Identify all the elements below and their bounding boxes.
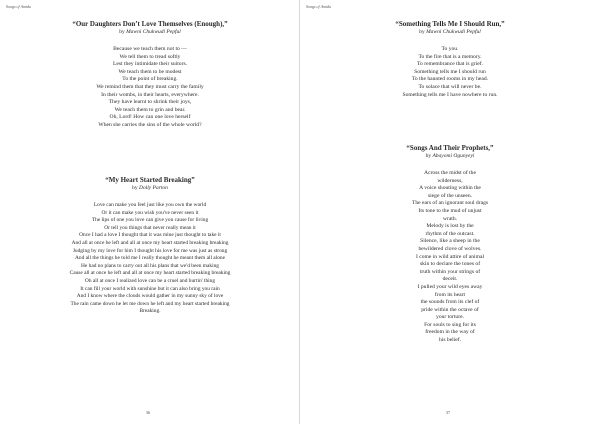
poem-byline [0, 185, 300, 192]
poem-byline [300, 29, 600, 36]
poem-line: And all the things he told me I really thought he meant them all alone [74, 255, 225, 262]
poem-author: Mawni Chukwudi Pepful [126, 29, 181, 35]
poem-line: pride within the octave of [421, 306, 479, 313]
poem-lines [0, 202, 300, 316]
poem-line: Across the midst of the [424, 170, 476, 176]
poem-line: A voice shouting within the [419, 185, 481, 192]
poem-line: siege of the unseen. [427, 192, 473, 199]
poem-line: skin to declare the tones of [419, 261, 481, 268]
poem-line: In their wombs, in their hearts, everywhere. [101, 91, 199, 98]
poem-line: When she carries the sins of the whole world? [98, 121, 202, 128]
poem-something-tells-me [300, 20, 600, 99]
poem-line: I come in wild attire of animal [415, 253, 485, 260]
poem-line: freedom in the way of [425, 329, 475, 336]
poem-lines [300, 46, 600, 99]
poem-byline [0, 29, 300, 36]
poem-line: For souls to sing for its [424, 321, 476, 328]
poem-line: bewildered clove of wolves. [418, 245, 482, 252]
poem-lines [0, 46, 300, 130]
poem-line: Once I had a love I thought that it was mine just thought to take it [79, 232, 221, 239]
poem-line: Oh all at once I realized love can be a cruel and hurtin' thing [84, 277, 216, 284]
running-header-left: Songs of Amidu [6, 4, 32, 9]
poem-line: To solace that will never be. [418, 83, 482, 90]
poem-line: The rain came down he let me down he left and my heart started breaking [70, 300, 230, 307]
poem-line: your torture. [436, 314, 464, 321]
poem-line: Breaking. [139, 308, 161, 315]
poem-line: He had no plans to carry out all his plans that we'd been making [81, 262, 219, 269]
poem-line: We remind them that they must carry the family [96, 83, 204, 90]
poem-title: “My Heart Started Breaking” [105, 176, 195, 184]
poem-line: deceit. [442, 276, 458, 283]
byline-by: by [425, 153, 432, 159]
poem-line: And all at once he left and all at once my heart started breaking breaking [71, 239, 229, 246]
poem-our-daughters [0, 20, 300, 130]
poem-line: rhythm of the outcast. [425, 230, 475, 237]
poem-line: Something tells me I should run [414, 68, 486, 75]
poem-lines [300, 170, 600, 345]
poem-line: To remembrance that is grief. [417, 61, 483, 68]
poem-line: The lips of one you love can give you cause for living [91, 217, 209, 224]
poem-line: Or it can make you wish you've never seen it [101, 209, 199, 216]
poem-line: Melody is lost by the [426, 223, 474, 230]
poem-line: And I know where the clouds would gather in my sunny sky of love [76, 293, 224, 300]
poem-line: The ears of an ignorant soul drags [411, 200, 489, 207]
poem-title: “Our Daughters Don’t Love Themselves (Enough),” [72, 20, 228, 28]
running-header-right: Songs of Amidu [306, 4, 332, 9]
poem-author: Mawni Chukwudi Pepful [426, 29, 481, 35]
poem-line: To you. [441, 46, 459, 52]
poem-title: “Songs And Their Prophets,” [406, 144, 494, 152]
poem-line: wrath. [442, 215, 458, 222]
page-number-right: 37 [446, 410, 450, 415]
poem-line: Something tells me I have nowhere to run. [402, 91, 498, 98]
poem-line: Judging by my love for him I thought his love for me was just as strong [72, 247, 228, 254]
poem-line: Because we teach them not to — [113, 46, 187, 52]
poem-line: Cause all at once he left and all at once my heart started breaking breaking [69, 270, 231, 277]
poem-author: Dolly Parton [139, 185, 168, 191]
byline-by: by [119, 29, 125, 35]
poem-line: the sounds from its clef of [420, 299, 480, 306]
poem-byline [300, 153, 600, 160]
poem-title: “Something Tells Me I Should Run,” [395, 20, 505, 28]
poem-line: Love can make you feel just like you own the world [93, 202, 207, 208]
poem-line: I pulled your wild eyes away [417, 283, 483, 290]
poem-line: Lest they intimidate their suitors. [112, 61, 188, 68]
poem-line: To the haunted rooms in my head. [411, 76, 489, 83]
right-page [300, 0, 600, 424]
poem-line: Silence, like a sheep in the [420, 238, 480, 245]
poem-line: his belief. [438, 337, 462, 344]
poem-line: Its tone to the mud of unjust [418, 207, 482, 214]
poem-line: To the point of breaking. [122, 76, 178, 83]
poem-line: To the fire that is a memory. [418, 53, 482, 60]
poem-line: They have learnt to shrink their joys, [108, 99, 192, 106]
poem-line: Oh, Lord! How can one love herself [109, 114, 191, 121]
poem-line: truth within your strings of [419, 268, 481, 275]
poem-line: We teach them to grin and bear. [114, 106, 186, 113]
page-number-left: 36 [146, 410, 150, 415]
poem-line: wilderness, [437, 177, 463, 184]
poem-songs-and-their-prophets [300, 144, 600, 345]
poem-line: It can fill your world with sunshine but it can also bring you rain [80, 285, 220, 292]
poem-line: from its heart [434, 291, 466, 298]
byline-by: by [419, 29, 425, 35]
poem-my-heart-started-breaking [0, 176, 300, 316]
poem-line: Or tell you things that never really mean it [104, 224, 196, 231]
poem-author: Abayomi Ogunyeyi [432, 153, 475, 159]
poem-line: We teach them to be modest [118, 68, 182, 75]
poem-line: We tell them to tread softly [119, 53, 181, 60]
byline-by: by [132, 185, 138, 191]
